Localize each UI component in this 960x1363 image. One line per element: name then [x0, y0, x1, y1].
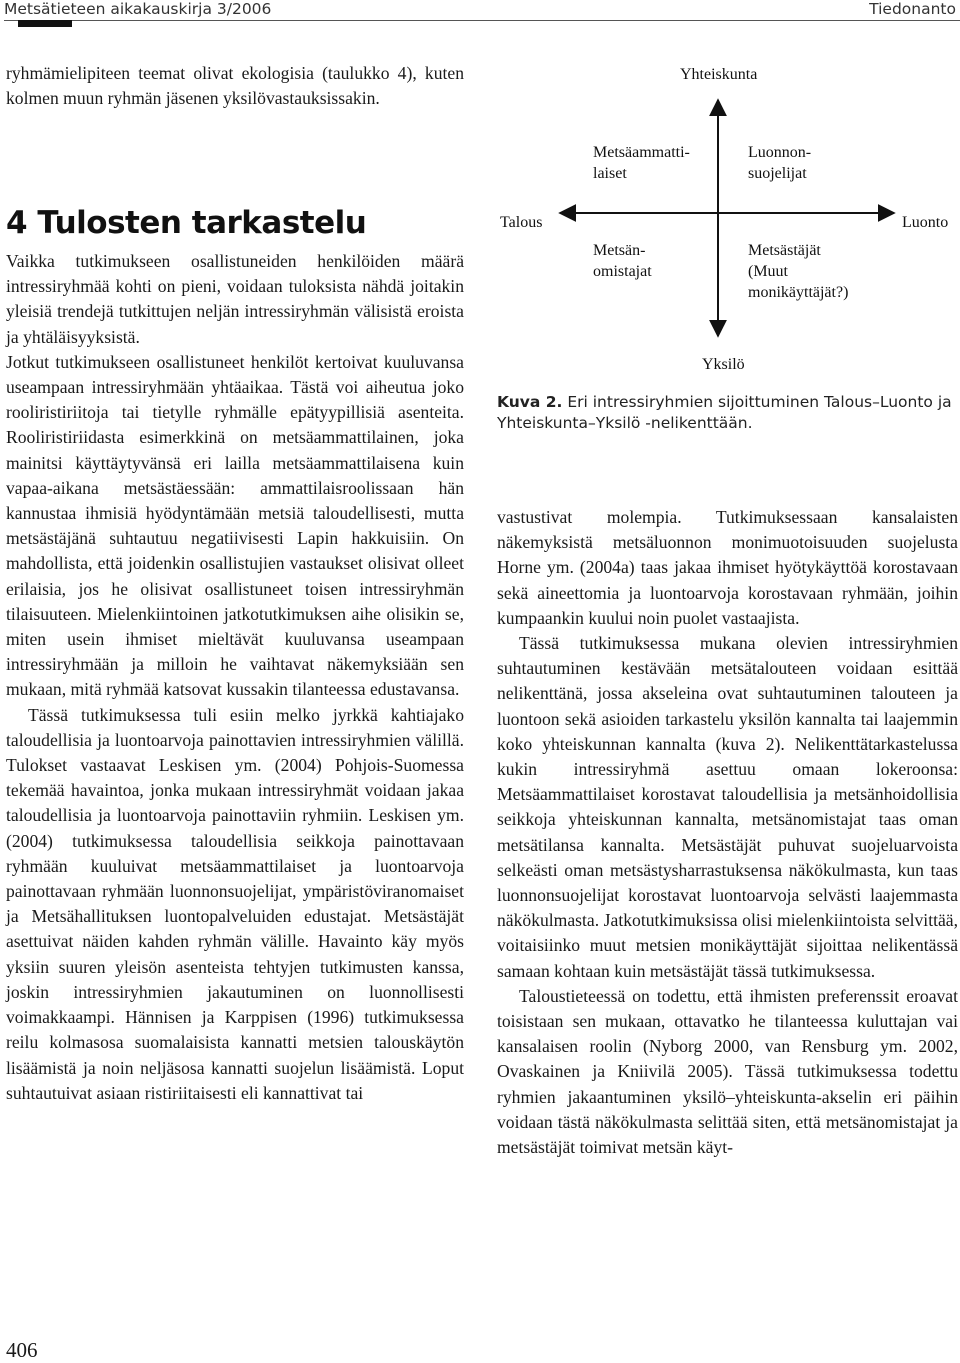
quadrant-figure: [492, 58, 960, 378]
header-rule: [4, 20, 960, 21]
axis-label-right: Luonto: [902, 214, 949, 231]
journal-title: Metsätieteen aikakauskirja 3/2006: [4, 0, 272, 18]
page-number: 406: [6, 1338, 38, 1362]
section-heading: 4 Tulosten tarkastelu: [6, 205, 367, 241]
paragraph: Vaikka tutkimukseen osallistuneiden henkilöiden määrä intressiryhmää kohti on pieni, voidaan tuloksista nähdä joitakin yleisiä trendejä tutkittujen neljän intressiryhmän välisistä eroista ja yhtäläisyyksistä.: [6, 251, 464, 347]
quadrant-label-top-left: Metsäammatti- laiset: [593, 144, 690, 182]
caption-text: Eri intressiryhmien sijoittuminen Talous–Luonto ja Yhteiskunta–Yksilö -nelikenttään.: [497, 393, 952, 432]
intro-paragraph: ryhmämielipiteen teemat olivat ekologisia (taulukko 4), kuten kolmen muun ryhmän jäsenen yksilövastauksissakin.: [6, 63, 464, 109]
caption-label: Kuva 2.: [497, 393, 563, 411]
axis-label-bottom: Yksilö: [702, 356, 745, 373]
paragraph: Tässä tutkimuksessa mukana olevien intressiryhmien suhtautuminen kestävään metsätalouteen voidaan esittää nelikenttänä, jossa akseleina ovat suhtautuminen talouteen ja luontoon sekä asioiden tarkastelu yksilön kannalta tai laajemmin koko yhteiskunnan kannalta (kuva 2). Nelikenttätarkastelussa kukin intressiryhmä asettuu omaan lokeroonsa: Metsäammattilaiset korostavat taloudellisia ja metsänhoidollisia seikkoja yhteiskunnan kannalta, metsänomistajat taas oman metsätilansa kannalta. Metsästäjät puhuvat suojeluarvoista selkeästi oman metsästysharrastuksensa näkökulmasta, kun taas luonnonsuojelijat korostavat luontoarvoja selvästi laajemmasta näkökulmasta. Jatkotutkimuksissa olisi mielenkiintoista selvittää, voitaisiinko muut metsien monikäyttäjät sijoittaa nelikentässä samaan kohtaan kuin metsästäjät tässä tutkimuksessa.: [497, 633, 958, 981]
quadrant-label-bottom-left: Metsän- omistajat: [593, 242, 652, 280]
paragraph: Tässä tutkimuksessa tuli esiin melko jyrkkä kahtiajako taloudellisia ja luontoarvoja painottavien intressiryhmien välillä. Tulokset vastaavat Leskisen ym. (2004) Pohjois-Suomessa tekemää havaintoa, jonka mukaan intressiryhmät voidaan jakaa taloudellisia ja luontoarvoja painottaviin ryhmiin. Leskisen ym. (2004) tutkimuksessa taloudellisia seikkoja painottavaan ryhmään kuuluivat metsäammattilaiset ja luontoarvoja painottavaan ryhmään luonnonsuojelijat, ympäristöviranomaiset ja Metsähallituksen luontopalveluiden edustajat. Metsästäjät asettuivat näiden kahden ryhmän välille. Havainto käy myös yksiin suuren yleisön asenteista tehtyjen tutkimusten kanssa, joskin intressiryhmien jakautuminen on luonnollisesti voimakkaampi. Hännisen ja Karppisen (1996) tutkimuksessa reilu kolmasosa suomalaisista kannatti metsien talouskäytön lisäämistä ja noin neljäsosa kannatti suojelun lisäämistä. Loput suhtautuivat asiaan ristiriitaisesti eli kannattivat tai: [6, 704, 464, 1103]
quadrant-label-bottom-right: Metsästäjät (Muut monikäyttäjät?): [748, 242, 849, 301]
paragraph: vastustivat molempia. Tutkimuksessaan kansalaisten näkemyksistä metsäluonnon monimuotoisuuden suojelusta Horne ym. (2004a) taas jakaa ihmiset hyötykäyttöä korostavaan sekä aineettomia ja luontoarvoja korostavaan ryhmään, joihin kumpaankin kuului noin puolet vastaajista.: [497, 507, 958, 628]
axis-label-top: Yhteiskunta: [680, 66, 758, 83]
section-label: Tiedonanto: [869, 0, 956, 18]
left-column-intro: [6, 61, 464, 111]
quadrant-axes: [492, 58, 960, 378]
axis-label-left: Talous: [500, 214, 543, 231]
figure-caption: [497, 392, 960, 434]
paragraph: Taloustieteessä on todettu, että ihmisten preferenssit eroavat toisistaan sen mukaan, ottavatko he tilanteessa kuluttajan vai kansalaisen roolin (Nyborg 2000, van Rensburg ym. 2002, Ovaskainen ja Kniivilä 2005). Tässä tutkimuksessa todettu ryhmien jakaantuminen yksilö–yhteiskunta-akselin eri päihin voidaan tästä näkökulmasta selittää siten, että metsänomistajat ja metsästäjät toimivat metsän käyt-: [497, 985, 958, 1158]
right-column-body: [497, 505, 958, 1160]
header-accent-bar: [18, 20, 72, 27]
paragraph: Jotkut tutkimukseen osallistuneet henkilöt kertoivat kuuluvansa useampaan intressiryhmään yhtäaikaa. Tästä voi aiheutua joko rooliristiriitoja tai tietylle ryhmälle epätyypillisiä asenteita. Rooliristiriidasta esimerkkinä on metsäammattilainen, joka mainitsi käyttäytyvänsä eri lailla metsäammattilaisena kuin vapaa-aikana metsästäessään: ammattilaisroolissaan hän kannustaa ihmisiä hyödyntämään metsiä taloudellisesti, mutta metsästäjänä suhtautuu negatiivisesti Lapin hakkuisiin. On mahdollista, että joidenkin osallistujien vastaukset olisivat olleet erilaisia, jos he olisivat osallistuneet toisen intressiryhmän tilaisuuteen. Mielenkiintoinen jatkotutkimuksen aihe olisikin se, miten usein ihmiset mieltävät kuuluvansa useampaan intressiryhmään ja milloin he vaihtavat näkemyksiään sen mukaan, mitä ryhmää katsovat kussakin tilanteessa edustavansa.: [6, 351, 464, 700]
quadrant-label-top-right: Luonnon- suojelijat: [748, 144, 812, 182]
left-column-body: [6, 249, 464, 1106]
